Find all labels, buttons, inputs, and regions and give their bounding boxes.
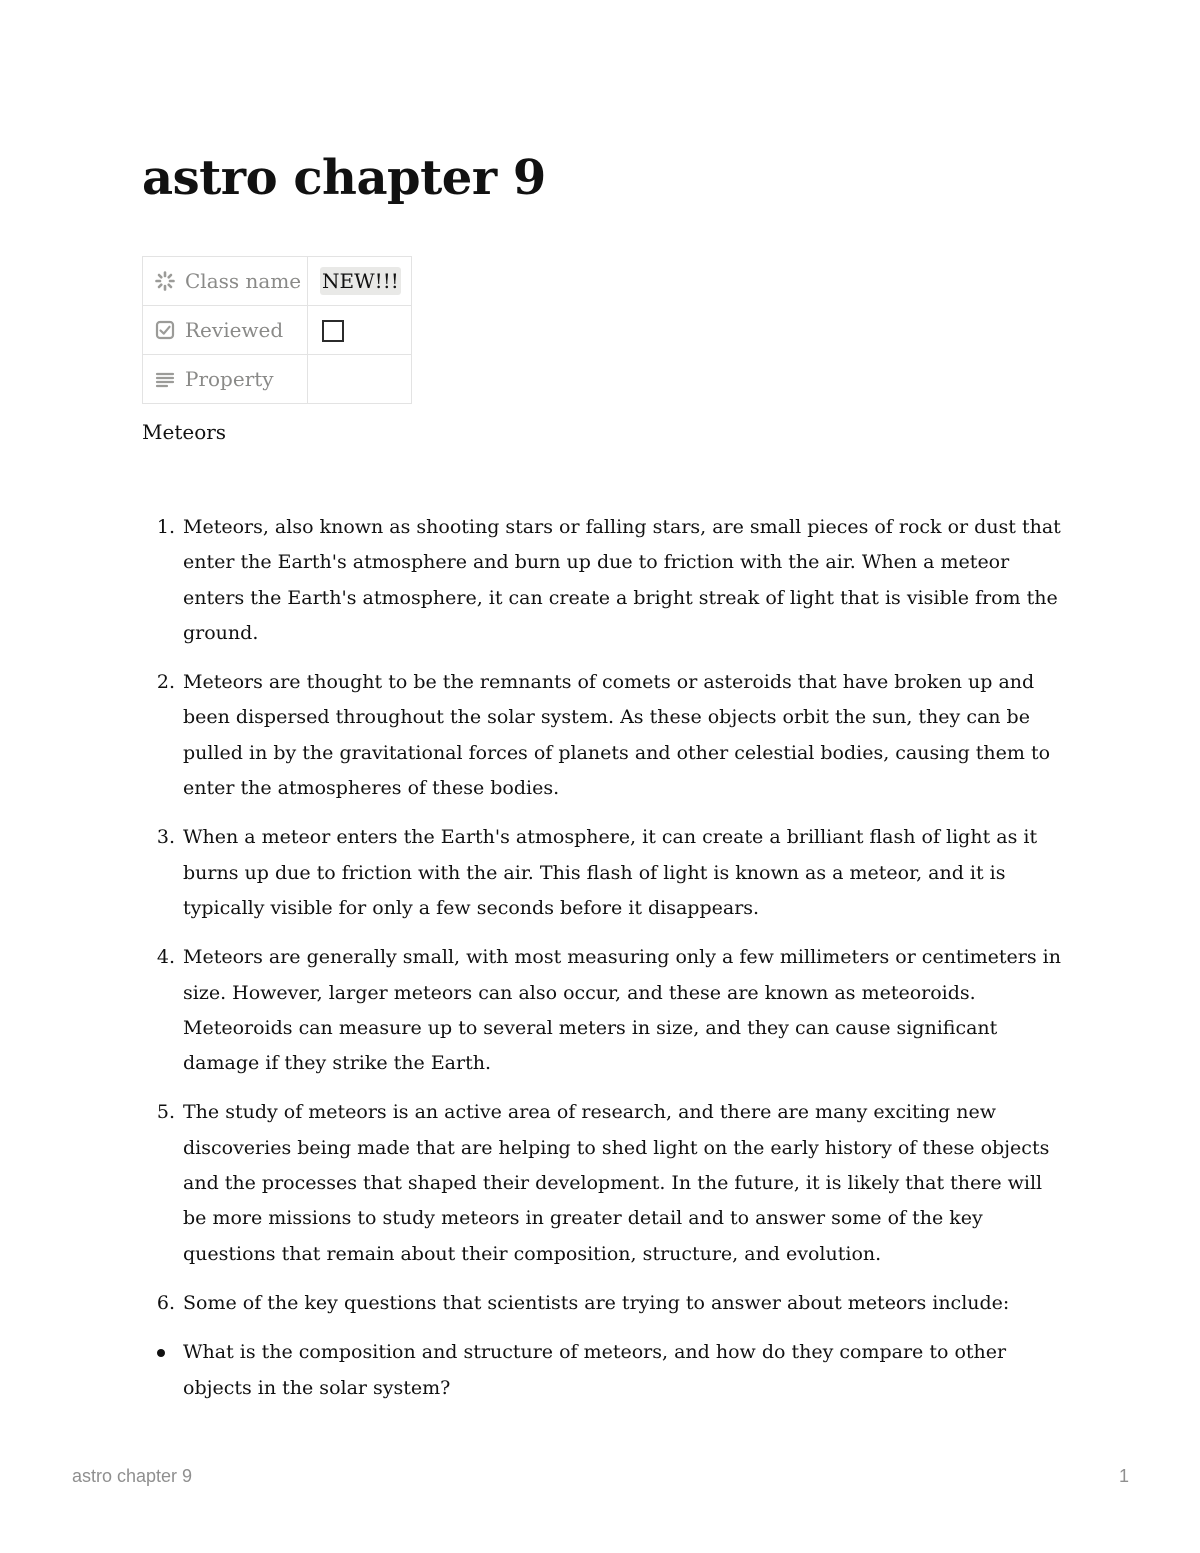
checkbox-icon (154, 319, 176, 341)
section-heading: Meteors (142, 420, 227, 444)
loading-spinner-icon (154, 270, 176, 292)
list-item-text: Some of the key questions that scientists are trying to answer about meteors include: (183, 1291, 1010, 1314)
property-key-property[interactable] (143, 355, 308, 404)
bullet-item-text: What is the composition and structure of meteors, and how do they compare to other objects in the solar system? (183, 1341, 1007, 1399)
reviewed-checkbox[interactable] (322, 320, 344, 342)
property-key-reviewed[interactable] (143, 306, 308, 355)
list-number: 1. (156, 516, 175, 538)
list-item-text: When a meteor enters the Earth's atmosphere, it can create a brilliant flash of light as it burns up due to friction with the air. This flash of light is known as a meteor, and it is typically visible for only a few seconds before it disappears. (183, 826, 1038, 919)
list-number: 6. (156, 1291, 175, 1314)
list-item (142, 1286, 1062, 1321)
property-key-class-name[interactable] (143, 257, 308, 306)
list-number: 5. (156, 1101, 175, 1124)
list-item (142, 820, 1062, 926)
list-item-text: Meteors, also known as shooting stars or falling stars, are small pieces of rock or dust that enter the Earth's atmosphere and burn up due to friction with the air. When a meteor enters the Earth's atmosphere, it can create a bright streak of light that is visible from the ground. (183, 516, 1061, 644)
class-name-tag[interactable]: NEW!!! (322, 269, 399, 293)
page-title: astro chapter 9 (142, 150, 546, 206)
list-item (142, 940, 1062, 1081)
property-value-reviewed[interactable] (308, 306, 412, 355)
property-row-reviewed (143, 306, 412, 355)
list-item-text: Meteors are generally small, with most measuring only a few millimeters or centimeters in size. However, larger meteors can also occur, and these are known as meteoroids. Meteoroids can measure up to several meters in size, and they can cause significant damage if they strike the Earth. (183, 946, 1061, 1075)
list-item-text: Meteors are thought to be the remnants of comets or asteroids that have broken up and been dispersed throughout the solar system. As these objects orbit the sun, they can be pulled in by the gravitational forces of planets and other celestial bodies, causing them to enter the atmospheres of these bodies. (183, 671, 1051, 800)
property-row-property (143, 355, 412, 404)
property-label-class-name: Class name (185, 269, 302, 293)
list-item (142, 665, 1062, 806)
list-item (142, 1095, 1062, 1271)
property-label-property: Property (185, 367, 274, 391)
text-lines-icon (154, 368, 176, 390)
bullet-dot-icon (142, 1335, 183, 1406)
list-item (142, 510, 1062, 651)
footer-page-number: 1 (1118, 1466, 1129, 1486)
list-item-text: The study of meteors is an active area of research, and there are many exciting new discoveries being made that are helping to shed light on the early history of these objects and the processes that shaped their development. In the future, it is likely that there will be more missions to study meteors in greater detail and to answer some of the key questions that remain about their composition, structure, and evolution. (183, 1101, 1050, 1265)
property-row-class-name (143, 257, 412, 306)
property-label-reviewed: Reviewed (185, 318, 284, 342)
footer-doc-title: astro chapter 9 (72, 1466, 193, 1486)
bullet-item (142, 1335, 1062, 1406)
list-number: 2. (156, 671, 175, 694)
list-number: 4. (156, 946, 175, 969)
document-body (142, 510, 1062, 1420)
property-value-property[interactable] (308, 355, 412, 404)
property-value-class-name[interactable] (308, 257, 412, 306)
list-number: 3. (156, 826, 175, 849)
properties-table (142, 256, 412, 404)
